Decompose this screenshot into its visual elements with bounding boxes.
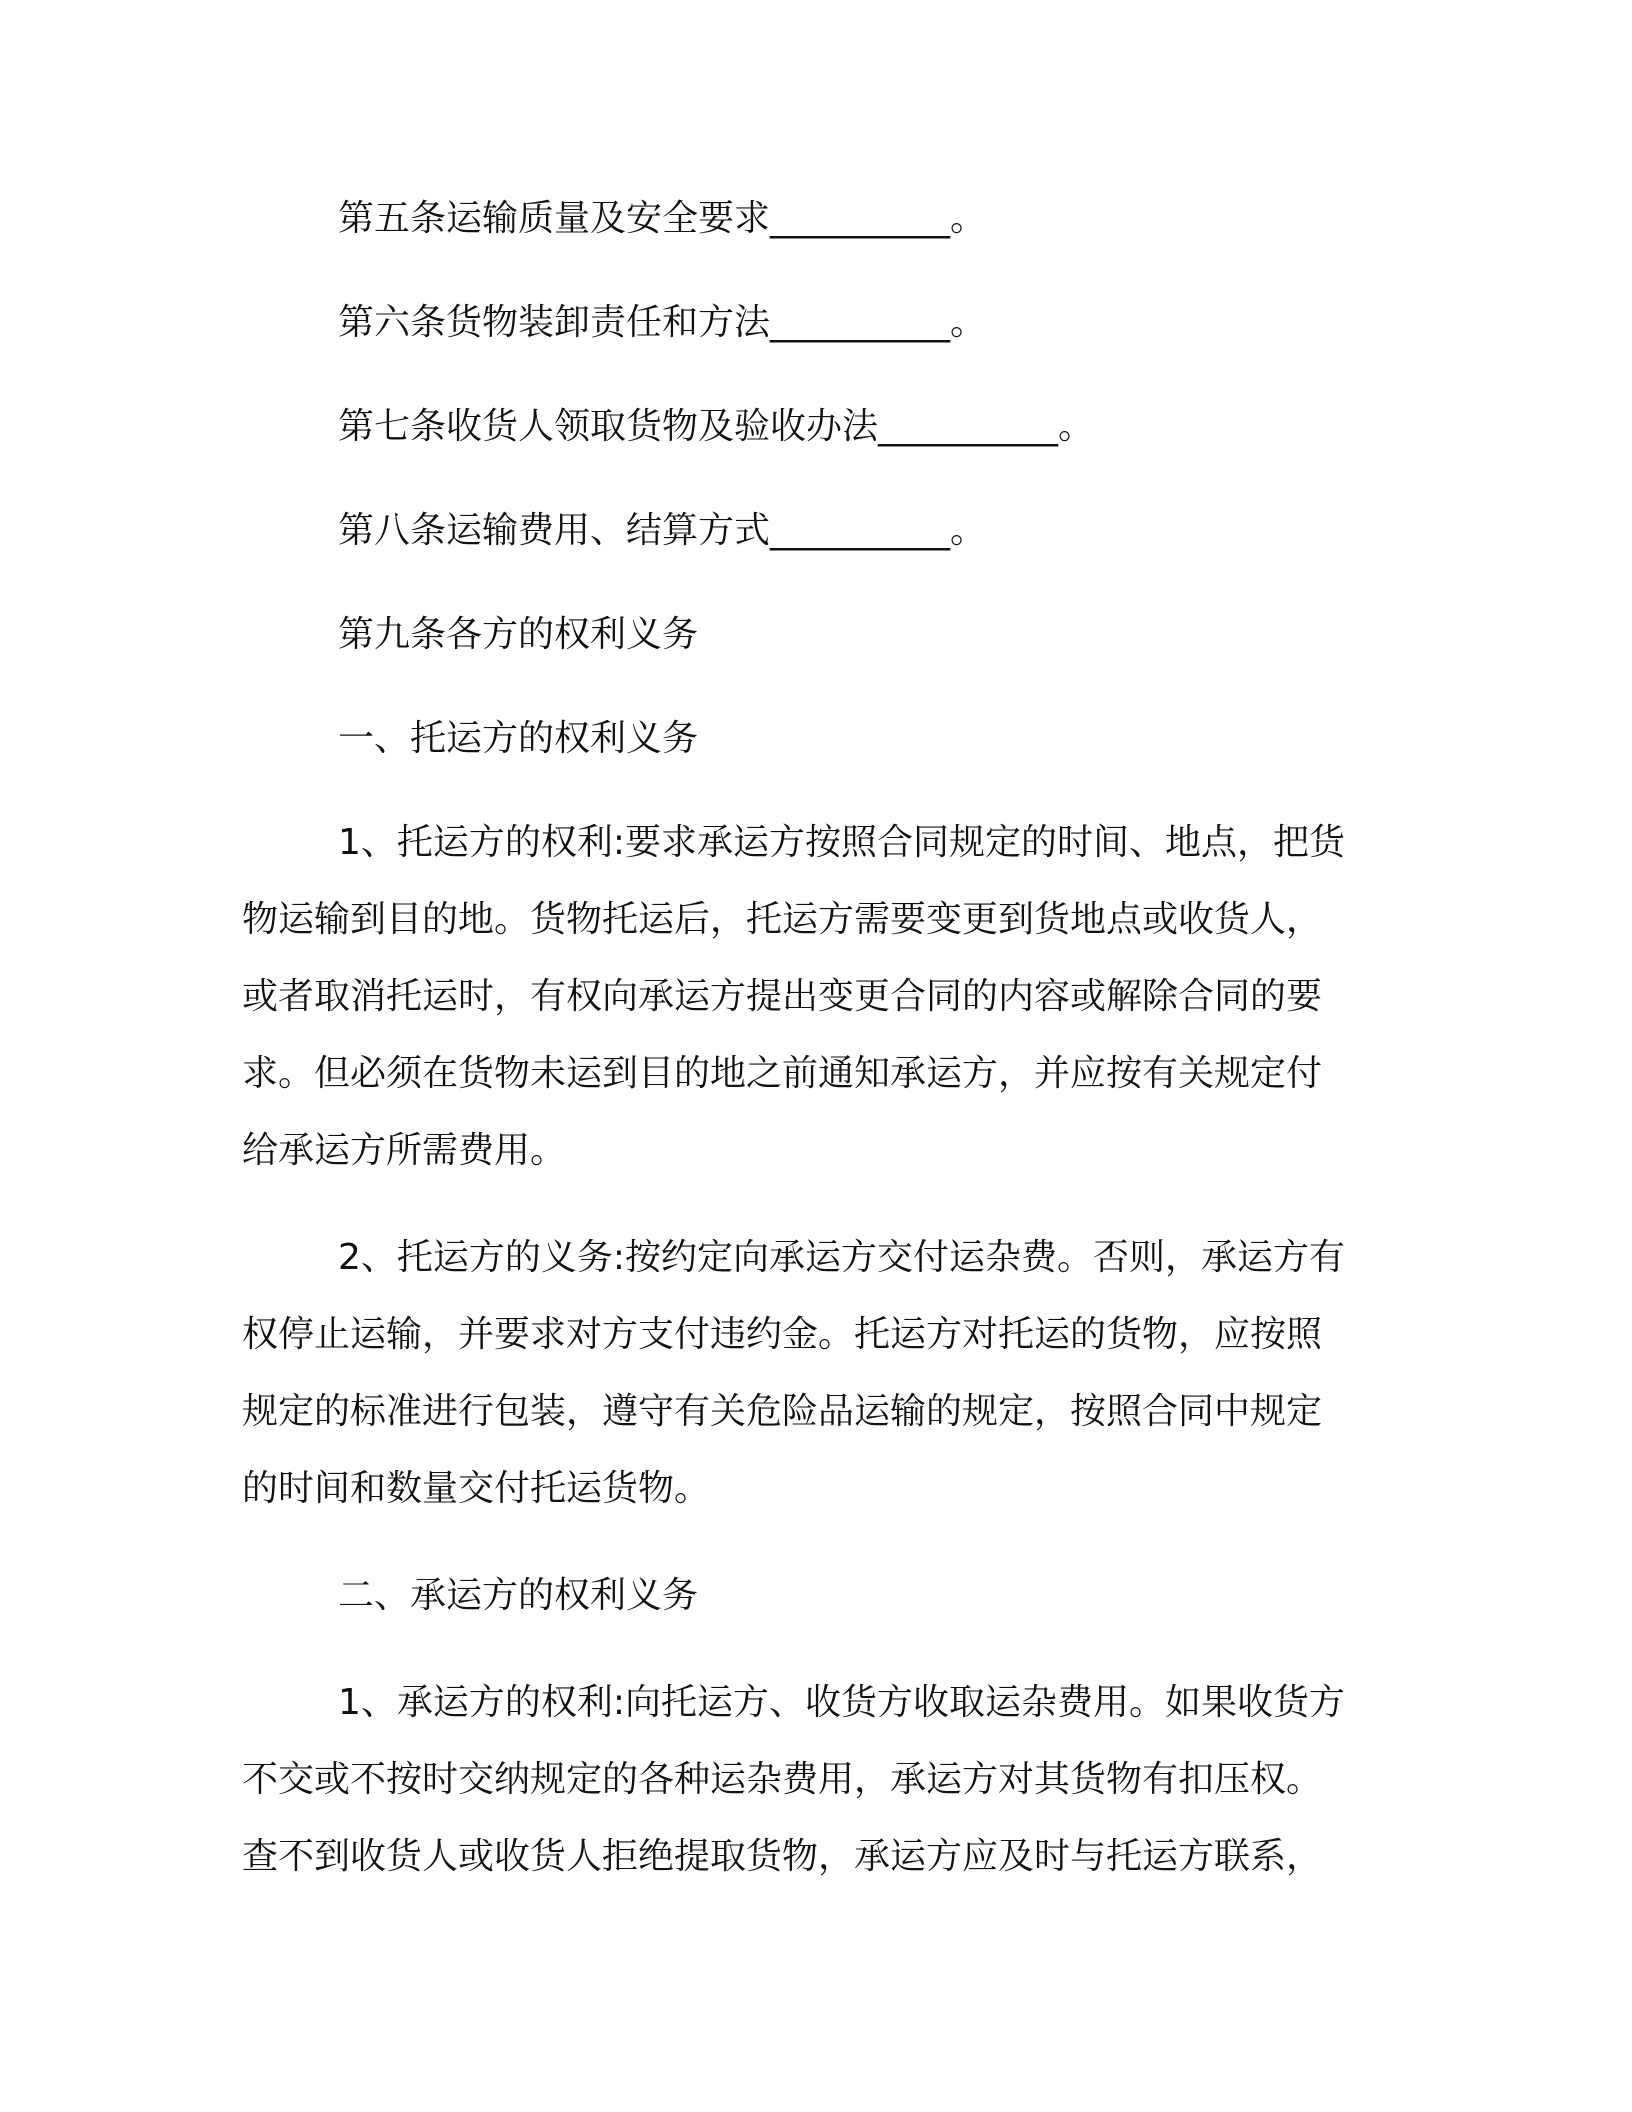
- paragraph-line: 不交或不按时交纳规定的各种运杂费用，承运方对其货物有扣压权。: [242, 1759, 1323, 1800]
- paragraph-line: 给承运方所需费用。: [242, 1130, 567, 1171]
- paragraph-line: 2、托运方的义务:按约定向承运方交付运杂费。否则，承运方有: [338, 1237, 1346, 1278]
- paragraph-shipper-rights: [242, 804, 1382, 1189]
- paragraph-line: 求。但必须在货物未运到目的地之前通知承运方，并应按有关规定付: [242, 1053, 1323, 1094]
- section-2-heading: 二、承运方的权利义务: [338, 1575, 699, 1616]
- paragraph-line: 规定的标准进行包装，遵守有关危险品运输的规定，按照合同中规定: [242, 1391, 1323, 1432]
- clause-6: 第六条货物装卸责任和方法__________。: [338, 302, 987, 343]
- paragraph-line: 1、托运方的权利:要求承运方按照合同规定的时间、地点，把货: [338, 822, 1346, 863]
- paragraph-line: 的时间和数量交付托运货物。: [242, 1468, 711, 1509]
- clause-5: 第五条运输质量及安全要求__________。: [338, 198, 987, 239]
- clause-9-heading: 第九条各方的权利义务: [338, 614, 699, 655]
- paragraph-line: 或者取消托运时，有权向承运方提出变更合同的内容或解除合同的要: [242, 976, 1323, 1017]
- document-page: [242, 180, 1382, 1895]
- paragraph-line: 1、承运方的权利:向托运方、收货方收取运杂费用。如果收货方: [338, 1682, 1346, 1723]
- clause-7: 第七条收货人领取货物及验收办法__________。: [338, 406, 1095, 447]
- paragraph-line: 权停止运输，并要求对方支付违约金。托运方对托运的货物，应按照: [242, 1314, 1323, 1355]
- paragraph-line: 物运输到目的地。货物托运后，托运方需要变更到货地点或收货人，: [242, 899, 1323, 940]
- section-1-heading: 一、托运方的权利义务: [338, 718, 699, 759]
- paragraph-shipper-obligations: [242, 1219, 1382, 1527]
- paragraph-line: 查不到收货人或收货人拒绝提取货物，承运方应及时与托运方联系，: [242, 1836, 1323, 1877]
- clause-8: 第八条运输费用、结算方式__________。: [338, 510, 987, 551]
- paragraph-carrier-rights: [242, 1664, 1382, 1895]
